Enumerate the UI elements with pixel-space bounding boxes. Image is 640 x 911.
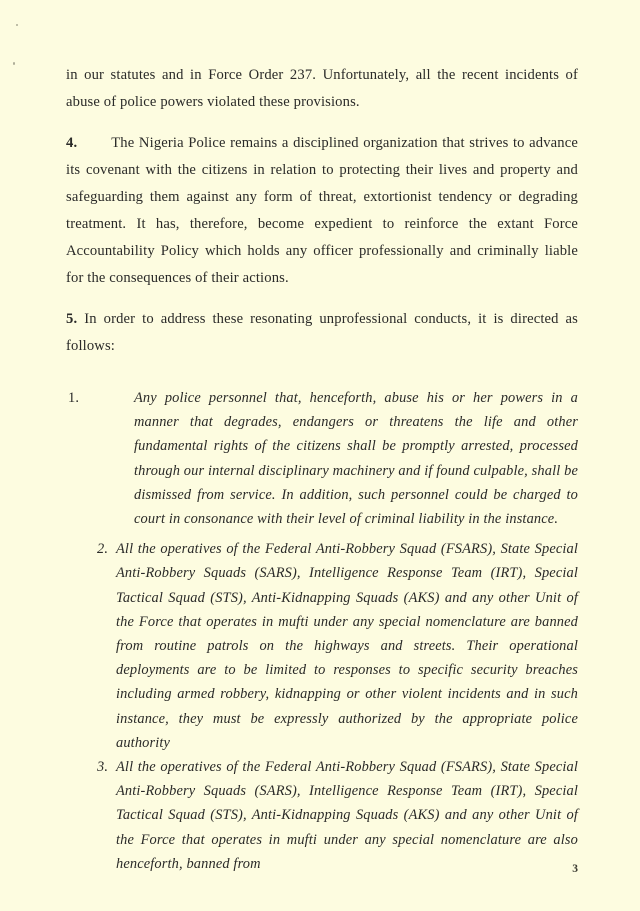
paragraph-4-number: 4. <box>66 135 78 151</box>
scan-artifact-speck-lower <box>13 62 15 65</box>
paragraph-5-text: In order to address these resonating unprofessional conducts, it is directed as follows: <box>66 311 578 354</box>
directive-item-2-text: All the operatives of the Federal Anti-Robbery Squad (FSARS), State Special Anti-Robbery Squads (SARS), Intelligence Response Team (IRT), Special Tactical Squad (STS), Anti-Kidnapping Squads (AKS) and any other Unit of the Force that operates in mufti under any special nomenclature are banned from routine patrols on the highways and streets. Their operational deployments are to be limited to responses to specific security breaches including armed robbery, kidnapping or other violent incidents and in such instance, they must be expressly authorized by the appropriate police authority <box>116 541 578 751</box>
page-number: 3 <box>572 863 578 875</box>
directives-list <box>66 386 578 876</box>
directive-item-1 <box>66 386 578 531</box>
paragraph-continuation-text: in our statutes and in Force Order 237. Unfortunately, all the recent incidents of abuse of police powers violated these provisions. <box>66 67 578 110</box>
paragraph-5 <box>66 306 578 360</box>
directive-item-1-text: Any police personnel that, henceforth, abuse his or her powers in a manner that degrades, endangers or threatens the life and other fundamental rights of the citizens shall be promptly arrested, processed through our internal disciplinary machinery and if found culpable, shall be dismissed from service. In addition, such personnel could be charged to court in consonance with their level of criminal liability in the instance. <box>134 390 578 528</box>
paragraph-4-text: The Nigeria Police remains a disciplined organization that strives to advance its covenant with the citizens in relation to protecting their lives and property and safeguarding them against any form of threat, extortionist tendency or degrading treatment. It has, therefore, become expedient to reinforce the extant Force Accountability Policy which holds any officer professionally and criminally liable for the consequences of their actions. <box>66 135 578 286</box>
directive-item-3 <box>97 755 578 876</box>
scan-artifact-speck-upper <box>16 24 18 26</box>
directive-item-3-text: All the operatives of the Federal Anti-Robbery Squad (FSARS), State Special Anti-Robbery Squads (SARS), Intelligence Response Team (IRT), Special Tactical Squad (STS), Anti-Kidnapping Squads (AKS) and any other Unit of the Force that operates in mufti under any special nomenclature are also henceforth, banned from <box>116 759 578 872</box>
paragraph-4 <box>66 130 578 292</box>
directive-item-2 <box>97 537 578 755</box>
page-content <box>66 62 578 876</box>
directive-item-1-marker: 1. <box>68 390 80 406</box>
directive-item-2-marker: 2. <box>97 541 109 558</box>
paragraph-continuation <box>66 62 578 116</box>
paragraph-5-number: 5. <box>66 311 78 327</box>
directive-item-3-marker: 3. <box>97 759 109 776</box>
